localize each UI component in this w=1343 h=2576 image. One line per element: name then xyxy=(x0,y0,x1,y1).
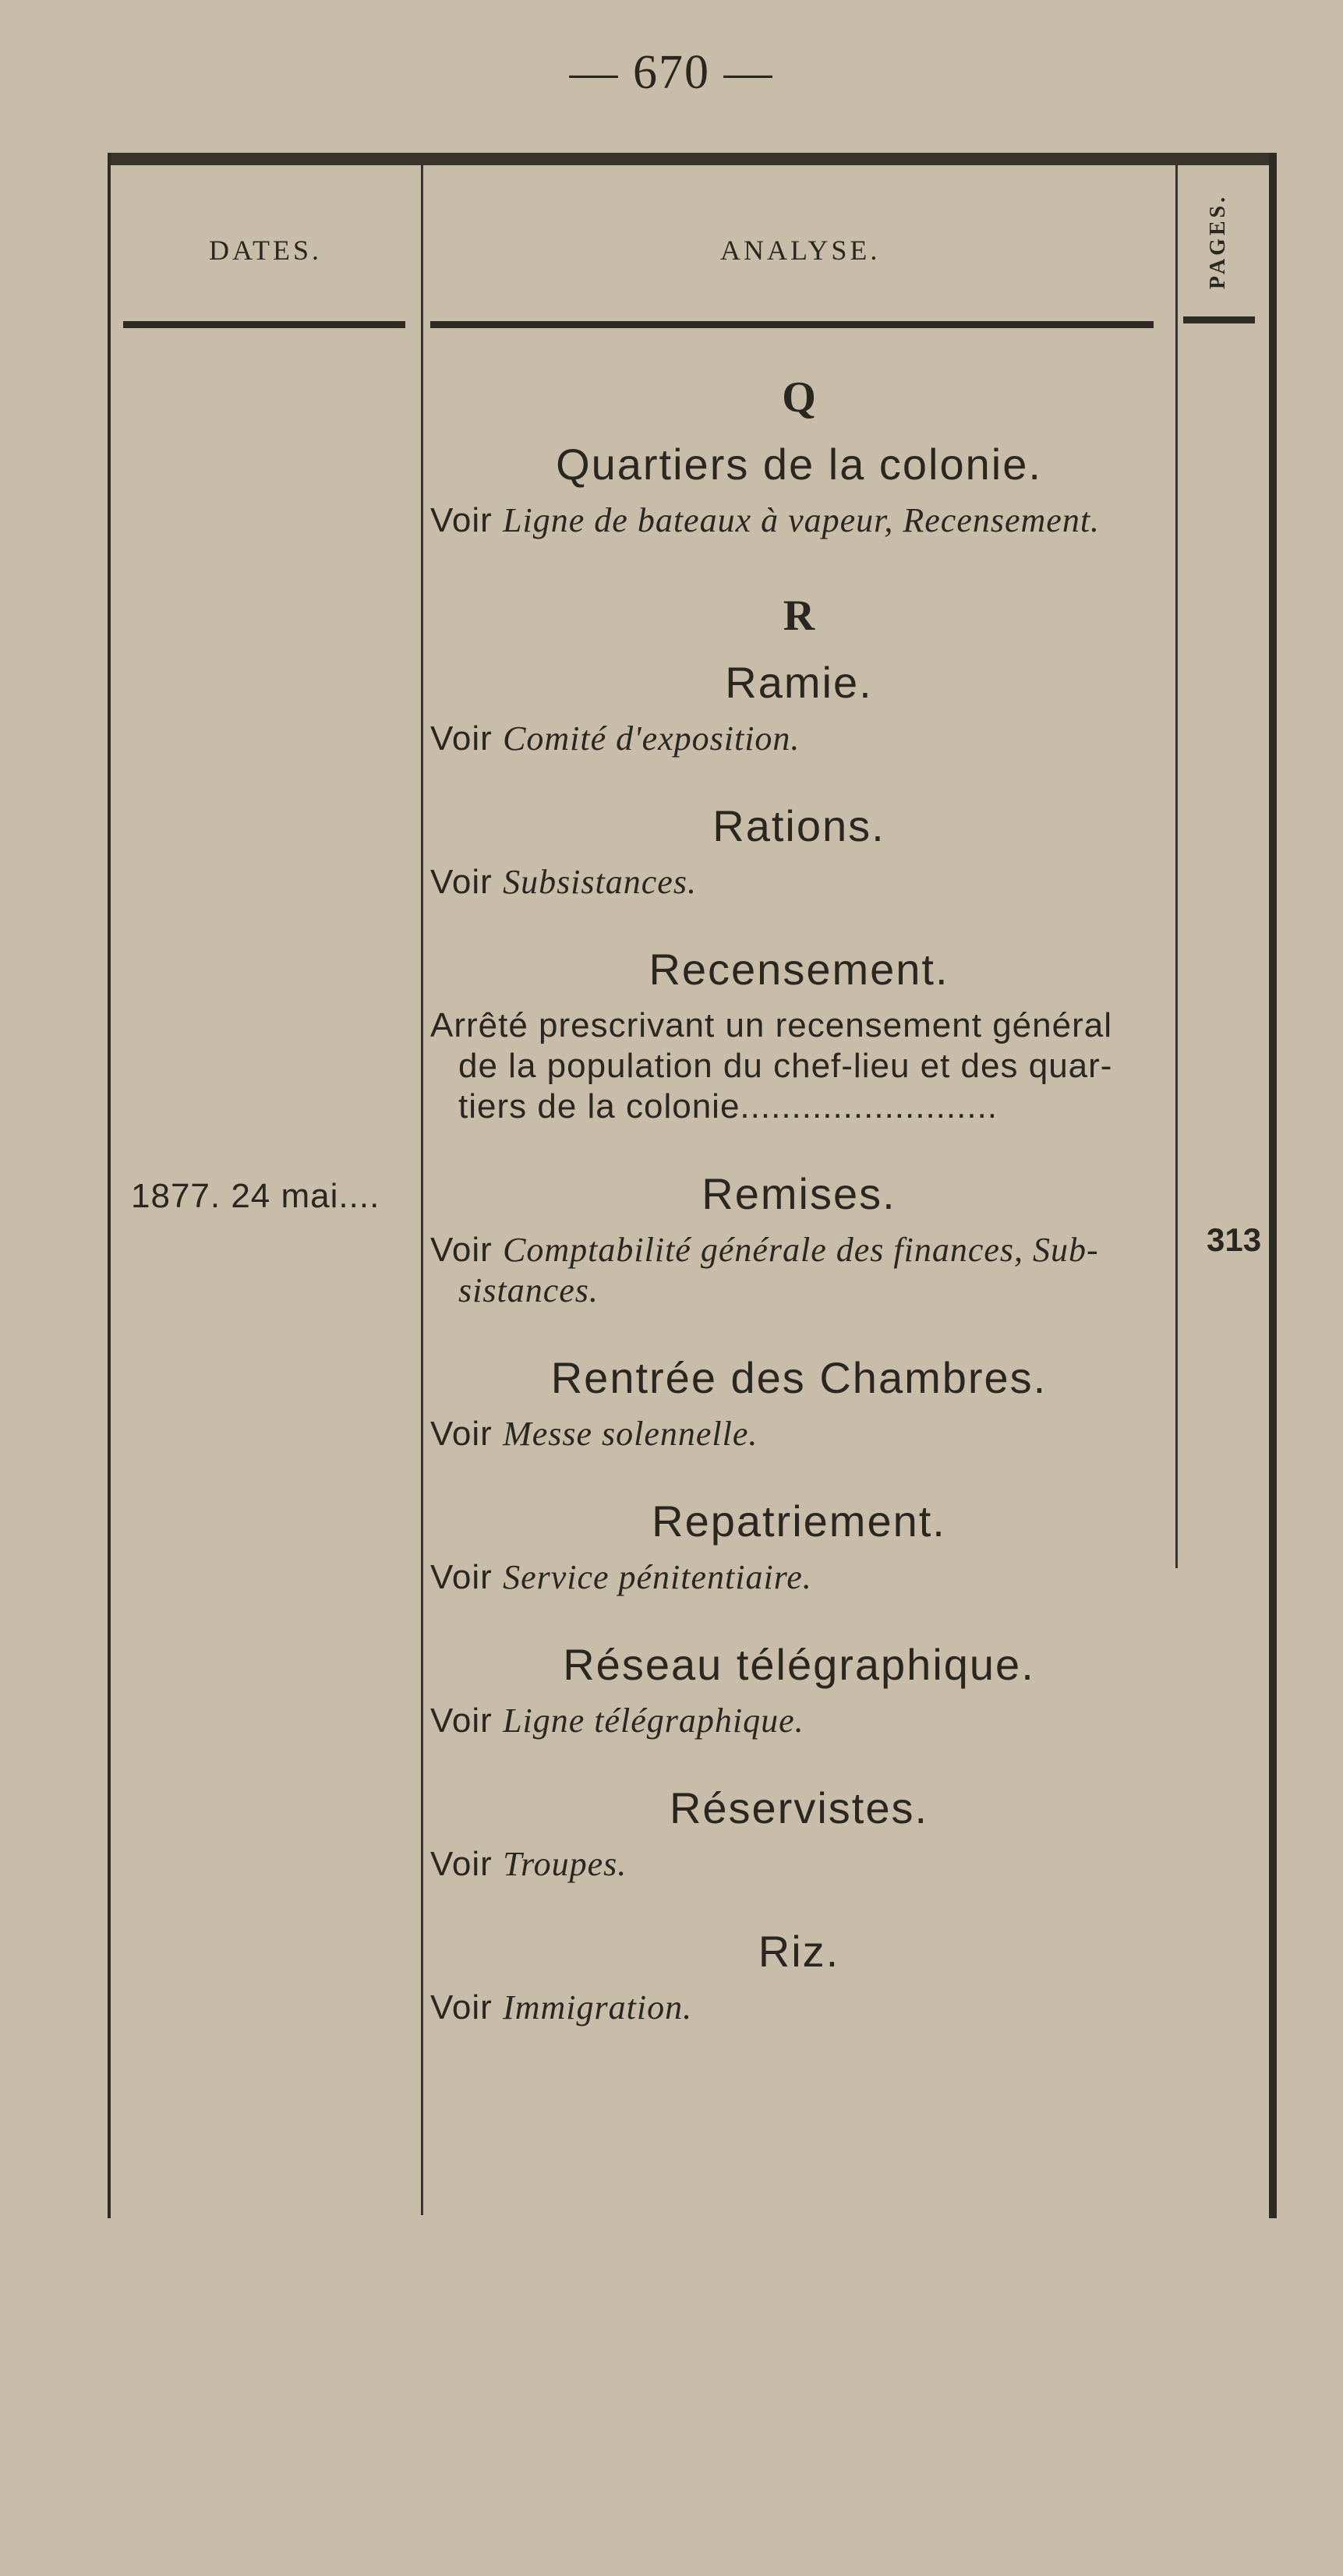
entry-text-line: tiers de la colonie......................... xyxy=(458,1087,998,1125)
analyse-header-rule xyxy=(430,321,1154,328)
pages-header-rule xyxy=(1183,316,1255,323)
see-also xyxy=(429,1844,1169,1885)
entry-heading: Recensement. xyxy=(649,945,949,994)
see-label: Voir xyxy=(430,863,493,901)
see-ref: Subsistances. xyxy=(503,863,697,901)
dates-column-divider xyxy=(421,165,423,2215)
analysis-column xyxy=(429,366,1169,2028)
entry-heading: Réservistes. xyxy=(669,1783,929,1832)
see-also xyxy=(429,1230,1169,1311)
see-label: Voir xyxy=(430,1558,493,1596)
see-label: Voir xyxy=(430,719,493,758)
see-also xyxy=(429,1988,1169,2028)
see-ref: sistances. xyxy=(458,1271,599,1309)
entry-heading: Quartiers de la colonie. xyxy=(556,440,1042,489)
entry-heading: Repatriement. xyxy=(652,1496,946,1546)
section-letter-q: Q xyxy=(782,373,816,422)
entry-page-ref: 313 xyxy=(1207,1221,1262,1258)
page-number: — 670 — xyxy=(569,46,774,99)
column-header-dates: DATES. xyxy=(209,235,323,266)
column-header-analyse: ANALYSE. xyxy=(720,235,881,266)
entry-heading: Ramie. xyxy=(725,658,873,707)
see-ref: Immigration. xyxy=(503,1988,693,2027)
see-also xyxy=(429,500,1169,541)
entry-text-line: de la population du chef-lieu et des quar- xyxy=(458,1047,1113,1085)
see-ref: Comptabilité générale des finances, Sub- xyxy=(503,1231,1099,1269)
see-ref: Troupes. xyxy=(503,1845,627,1883)
table-right-border xyxy=(1269,153,1277,2218)
entry-heading: Rations. xyxy=(712,801,885,850)
see-ref: Ligne télégraphique. xyxy=(503,1701,804,1740)
section-letter-r: R xyxy=(783,592,815,640)
column-header-pages-label: PAGES. xyxy=(1206,193,1230,290)
see-ref: Service pénitentiaire. xyxy=(503,1558,812,1596)
see-label: Voir xyxy=(430,1988,493,2027)
see-label: Voir xyxy=(430,1415,493,1453)
entry-date: 1877. 24 mai.... xyxy=(131,1177,380,1215)
see-label: Voir xyxy=(430,501,493,539)
see-ref: Comité d'exposition. xyxy=(503,719,800,758)
dates-header-rule xyxy=(123,321,405,328)
entry-heading: Riz. xyxy=(758,1927,840,1976)
pages-column-divider xyxy=(1175,165,1178,1568)
see-label: Voir xyxy=(430,1701,493,1740)
entry-heading: Rentrée des Chambres. xyxy=(550,1353,1048,1402)
entry-heading: Remises. xyxy=(702,1169,896,1218)
see-ref: Ligne de bateaux à vapeur, Recensement. xyxy=(503,501,1101,539)
see-also xyxy=(429,1701,1169,1741)
see-also xyxy=(429,1414,1169,1454)
see-also xyxy=(429,719,1169,759)
entry-heading: Réseau télégraphique. xyxy=(563,1640,1035,1689)
entry-text-line: Arrêté prescrivant un recensement général xyxy=(430,1006,1112,1044)
see-also xyxy=(429,862,1169,903)
see-label: Voir xyxy=(430,1231,493,1269)
column-header-pages xyxy=(1183,179,1253,304)
entry-text xyxy=(429,1005,1169,1127)
see-ref: Messe solennelle. xyxy=(503,1415,758,1453)
see-also xyxy=(429,1557,1169,1598)
see-label: Voir xyxy=(430,1845,493,1883)
